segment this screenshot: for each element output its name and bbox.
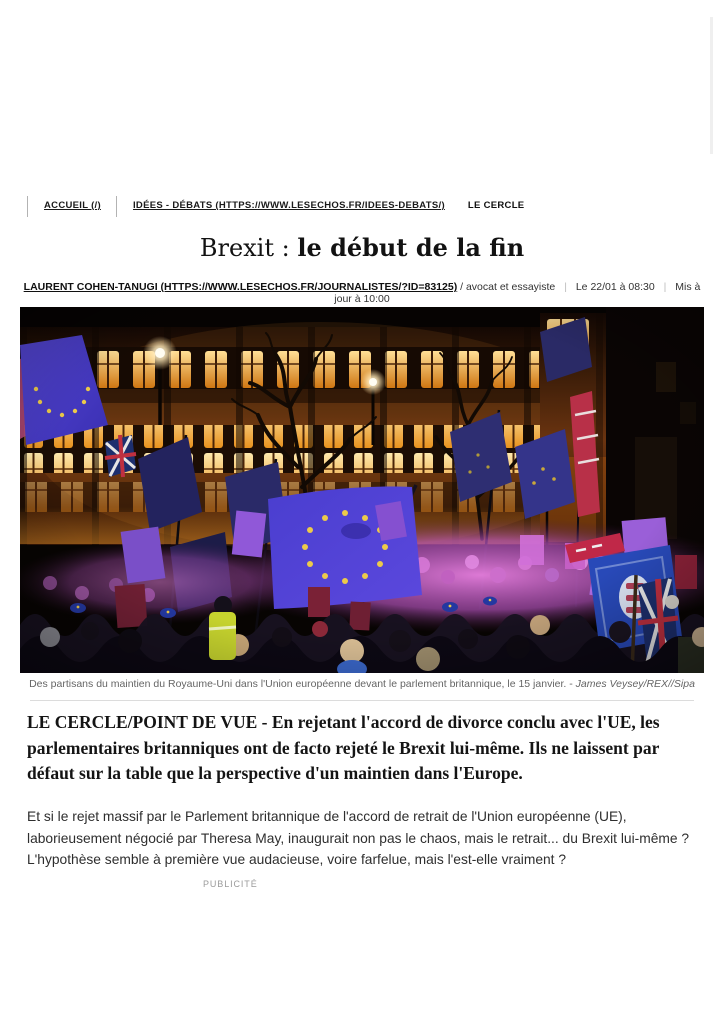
separator: | xyxy=(564,281,567,293)
breadcrumb-current: LE CERCLE xyxy=(467,200,525,211)
author-link[interactable]: LAURENT COHEN-TANUGI (HTTPS://WWW.LESECHOS.FR/JOURNALISTES/?ID=83125) xyxy=(23,281,458,293)
caption-credit: James Veysey/REX//Sipa xyxy=(575,678,695,690)
publish-date: Le 22/01 à 08:30 xyxy=(575,281,655,293)
title-lead: Brexit : xyxy=(199,234,290,262)
byline xyxy=(20,281,704,305)
page-title xyxy=(20,233,704,262)
breadcrumb-section-link[interactable]: IDÉES - DÉBATS (HTTPS://WWW.LESECHOS.FR/IDEES-DEBATS/) xyxy=(116,196,460,217)
author-role: / avocat et essayiste xyxy=(460,281,556,293)
update-date: Mis à jour à 10:00 xyxy=(334,281,701,305)
photo-caption xyxy=(20,678,704,690)
article-lede: LE CERCLE/POINT DE VUE - En rejetant l'accord de divorce conclu avec l'UE, les parlementaires britanniques ont de facto rejeté le Brexit lui-même. Ils ne laissent par défaut sur la table que la perspective d'un maintien dans l'Europe. xyxy=(27,712,660,783)
section-divider xyxy=(30,700,694,701)
caption-text: Des partisans du maintien du Royaume-Uni dans l'Union européenne devant le parlement britannique, le 15 janvier. - xyxy=(29,678,573,690)
ad-label: PUBLICITÉ xyxy=(203,879,258,889)
breadcrumb xyxy=(27,196,539,217)
scrollbar[interactable] xyxy=(710,17,713,154)
article-body-paragraph: Et si le rejet massif par le Parlement britannique de l'accord de retrait de l'Union européenne (UE), laborieusement négocié par Theresa May, inaugurait non pas le chaos, mais le retrait... du Brexit lui-même ? L'hypothèse semble à première vue audacieuse, voire farfelue, mais l'est-elle vraiment ? xyxy=(27,809,690,867)
title-strong: le début de la fin xyxy=(297,233,525,262)
article-photo xyxy=(20,307,704,673)
separator: | xyxy=(663,281,667,293)
breadcrumb-home-link[interactable]: ACCUEIL (/) xyxy=(27,196,116,217)
photo-vignette xyxy=(20,307,704,673)
